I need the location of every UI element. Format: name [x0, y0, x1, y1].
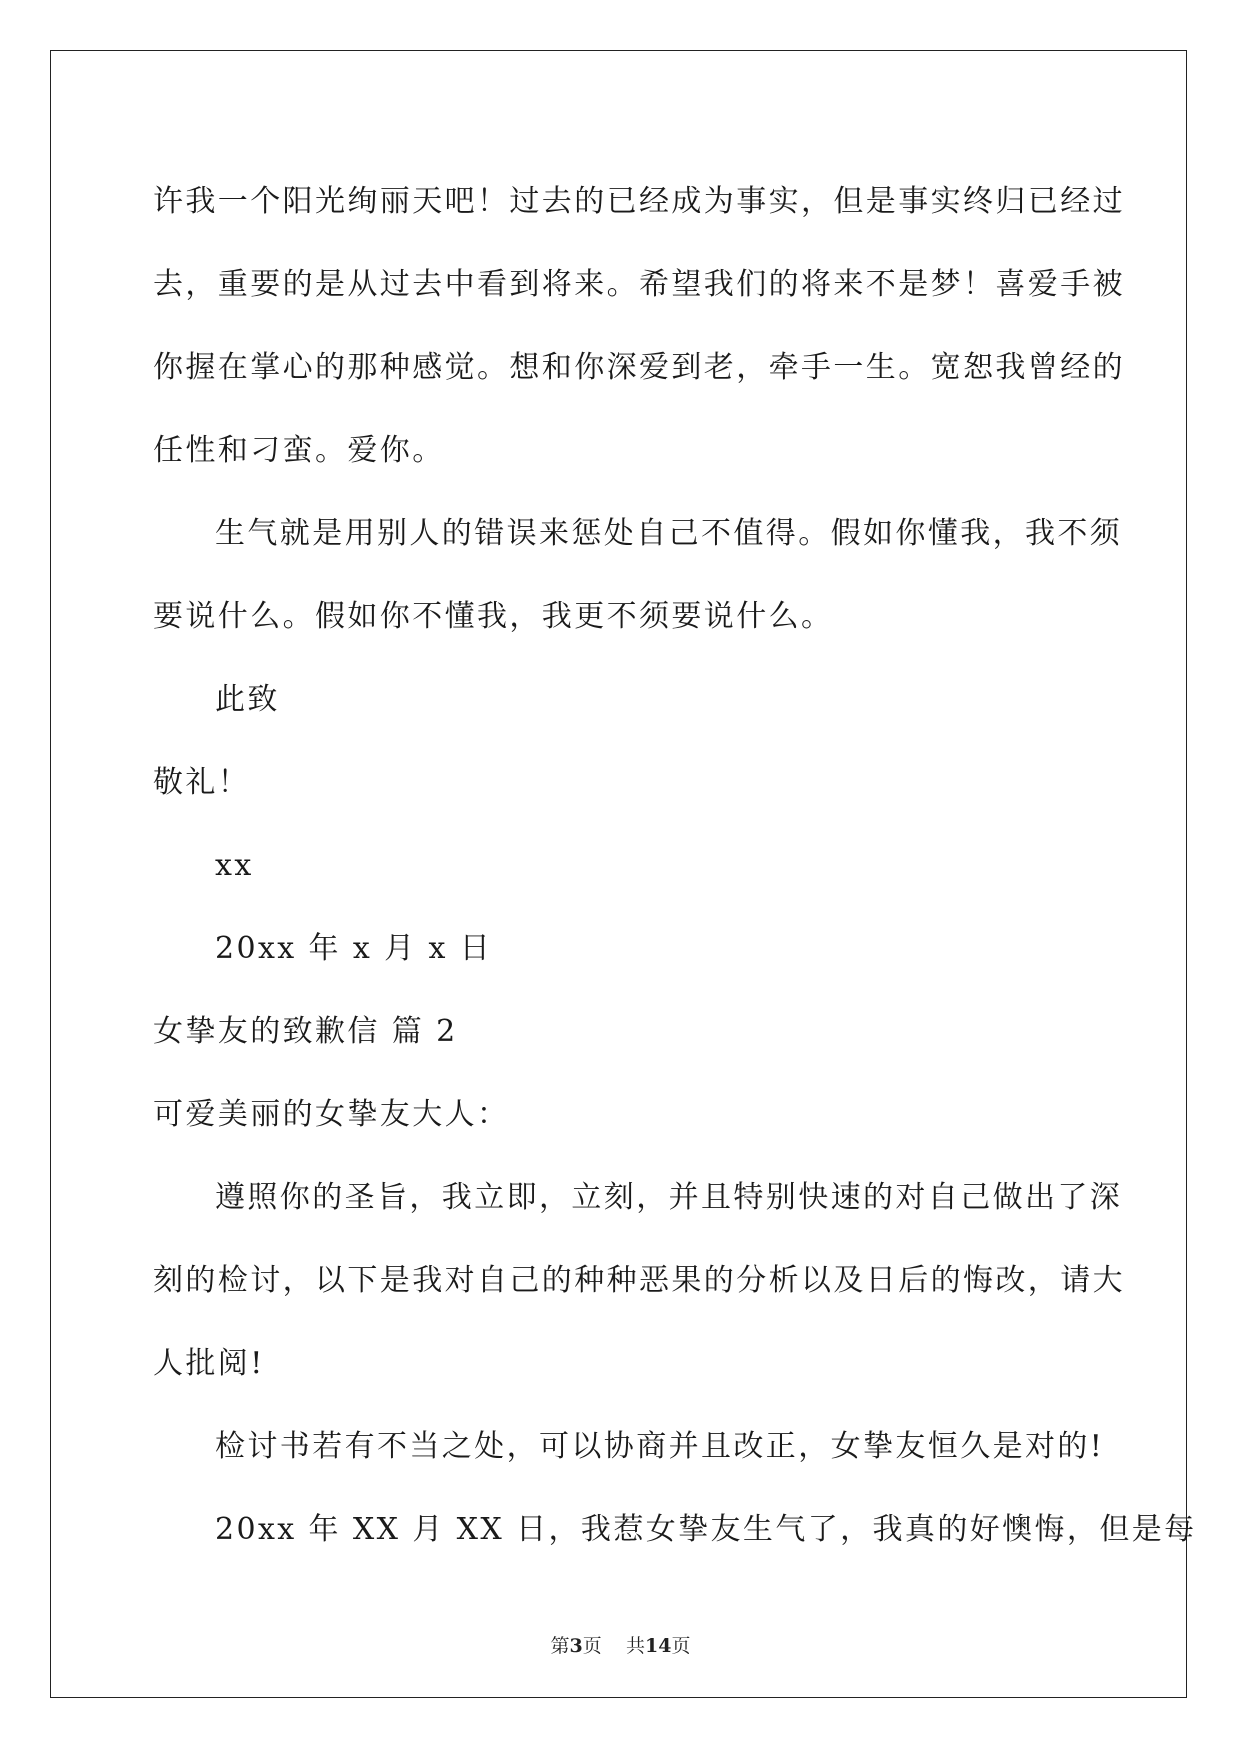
text-line: 你握在掌心的那种感觉。想和你深爱到老，牵手一生。宽恕我曾经的: [153, 350, 1125, 385]
text-line: 检讨书若有不当之处，可以协商并且改正，女挚友恒久是对的!: [215, 1429, 1105, 1464]
text-line: 生气就是用别人的错误来惩处自己不值得。假如你懂我，我不须: [215, 516, 1123, 551]
footer-total-prefix: 共: [625, 1635, 645, 1657]
closing-regards: 敬礼！: [153, 765, 251, 800]
text-line: 20xx 年 XX 月 XX 日，我惹女挚友生气了，我真的好懊悔，但是每: [215, 1512, 1197, 1547]
footer-page-suffix: 页: [582, 1635, 602, 1657]
text-line: 去，重要的是从过去中看到将来。希望我们的将来不是梦！喜爱手被: [153, 267, 1125, 302]
closing-salutation: 此致: [215, 682, 280, 717]
text-line: 遵照你的圣旨，我立即，立刻，并且特别快速的对自己做出了深: [215, 1180, 1123, 1215]
document-body: [153, 160, 1197, 1571]
text-line: 要说什么。假如你不懂我，我更不须要说什么。: [153, 599, 834, 634]
section-title: 女挚友的致歉信 篇 2: [153, 1014, 458, 1049]
footer-total-suffix: 页: [671, 1635, 691, 1657]
text-line: 许我一个阳光绚丽天吧！过去的已经成为事实，但是事实终归已经过: [153, 184, 1125, 219]
letter-greeting: 可爱美丽的女挚友大人：: [153, 1097, 510, 1132]
footer-page-number: 3: [569, 1635, 583, 1657]
page-footer: [0, 1631, 1241, 1658]
text-line: 任性和刁蛮。爱你。: [153, 433, 445, 468]
text-line: 人批阅!: [153, 1346, 265, 1381]
footer-page-prefix: 第: [550, 1635, 570, 1657]
text-line: 刻的检讨，以下是我对自己的种种恶果的分析以及日后的悔改，请大: [153, 1263, 1125, 1298]
letter-date: 20xx 年 x 月 x 日: [215, 931, 493, 966]
footer-total-pages: 14: [644, 1635, 672, 1657]
signature: xx: [215, 848, 254, 883]
